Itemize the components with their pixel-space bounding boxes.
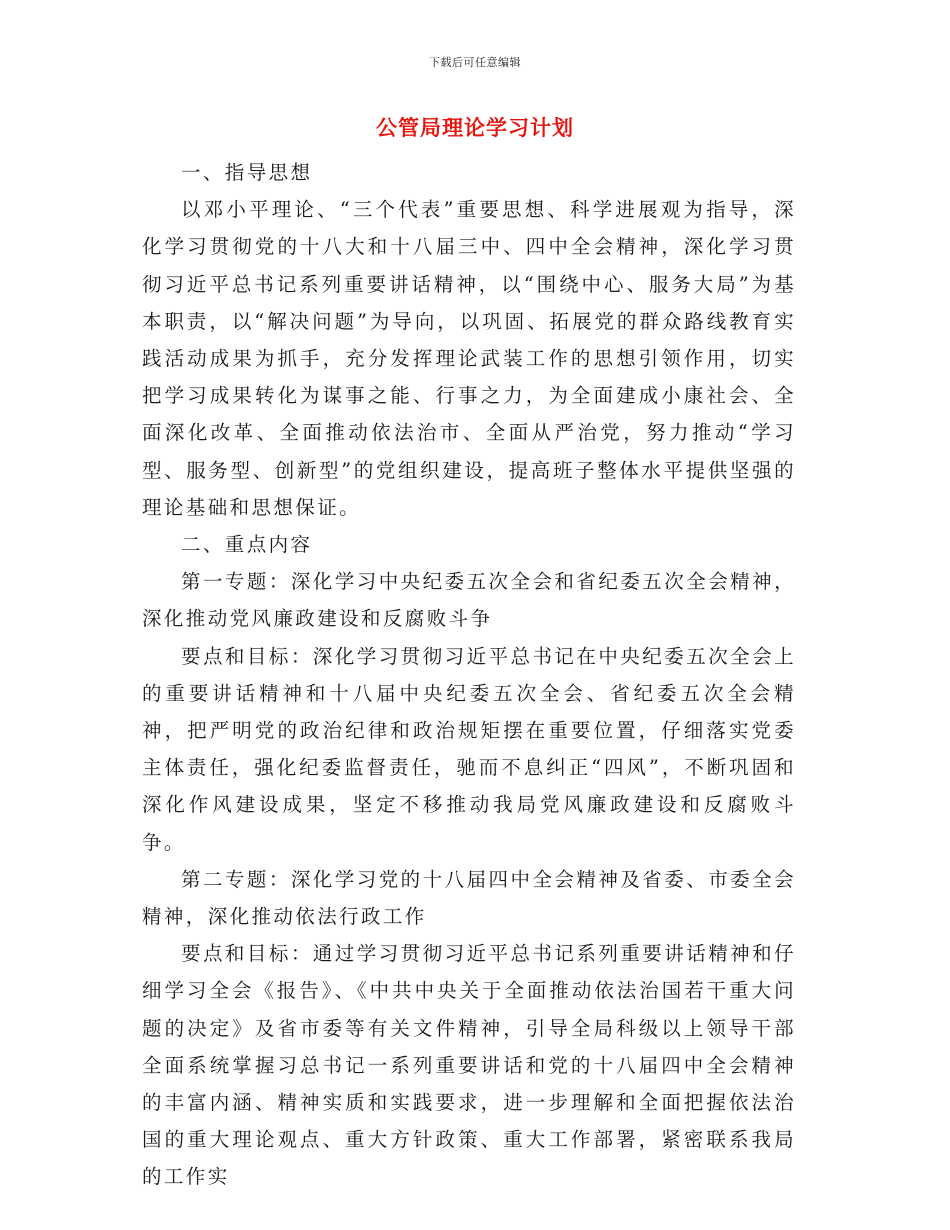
topic-one-heading: 第一专题：深化学习中央纪委五次全会和省纪委五次全会精神，深化推动党风廉政建设和反腐败斗争 (142, 570, 796, 631)
document-title: 公管局理论学习计划 (376, 115, 574, 140)
paragraph-guiding-ideology: 以邓小平理论、“三个代表”重要思想、科学进展观为指导，深化学习贯彻党的十八大和十八届三中、四中全会精神，深化学习贯彻习近平总书记系列重要讲话精神，以“围绕中心、服务大局”为基本职责，以“解决问题”为导向，以巩固、拓展党的群众路线教育实践活动成果为抓手，充分发挥理论武装工作的思想引领作用，切实把学习成果转化为谋事之能、行事之力，为全面建成小康社会、全面深化改革、全面推动依法治市、全面从严治党，努力推动“学习型、服务型、创新型”的党组织建设，提高班子整体水平提供坚强的理论基础和思想保证。 (142, 198, 796, 519)
topic-one-goals: 要点和目标：深化学习贯彻习近平总书记在中央纪委五次全会上的重要讲话精神和十八届中央纪委五次全会、省纪委五次全会精神，把严明党的政治纪律和政治规矩摆在重要位置，仔细落实党委主体责任，强化纪委监督责任，驰而不息纠正“四风”，不断巩固和深化作风建设成果，坚定不移推动我局党风廉政建设和反腐败斗争。 (142, 644, 796, 854)
section-heading-guiding-ideology: 一、指导思想 (181, 161, 313, 184)
page-header-note: 下载后可任意编辑 (429, 56, 521, 69)
topic-two-goals: 要点和目标：通过学习贯彻习近平总书记系列重要讲话精神和仔细学习全会《报告》、《中共中央关于全面推动依法治国若干重大问题的决定》及省市委等有关文件精神，引导全局科级以上领导干部全面系统掌握习总书记一系列重要讲话和党的十八届四中全会精神的丰富内涵、精神实质和实践要求，进一步理解和全面把握依法治国的重大理论观点、重大方针政策、重大工作部署，紧密联系我局的工作实 (142, 942, 796, 1189)
document-body (142, 154, 796, 1196)
topic-two-heading: 第二专题：深化学习党的十八届四中全会精神及省委、市委全会精神，深化推动依法行政工作 (142, 867, 796, 929)
section-heading-key-content: 二、重点内容 (181, 533, 313, 557)
